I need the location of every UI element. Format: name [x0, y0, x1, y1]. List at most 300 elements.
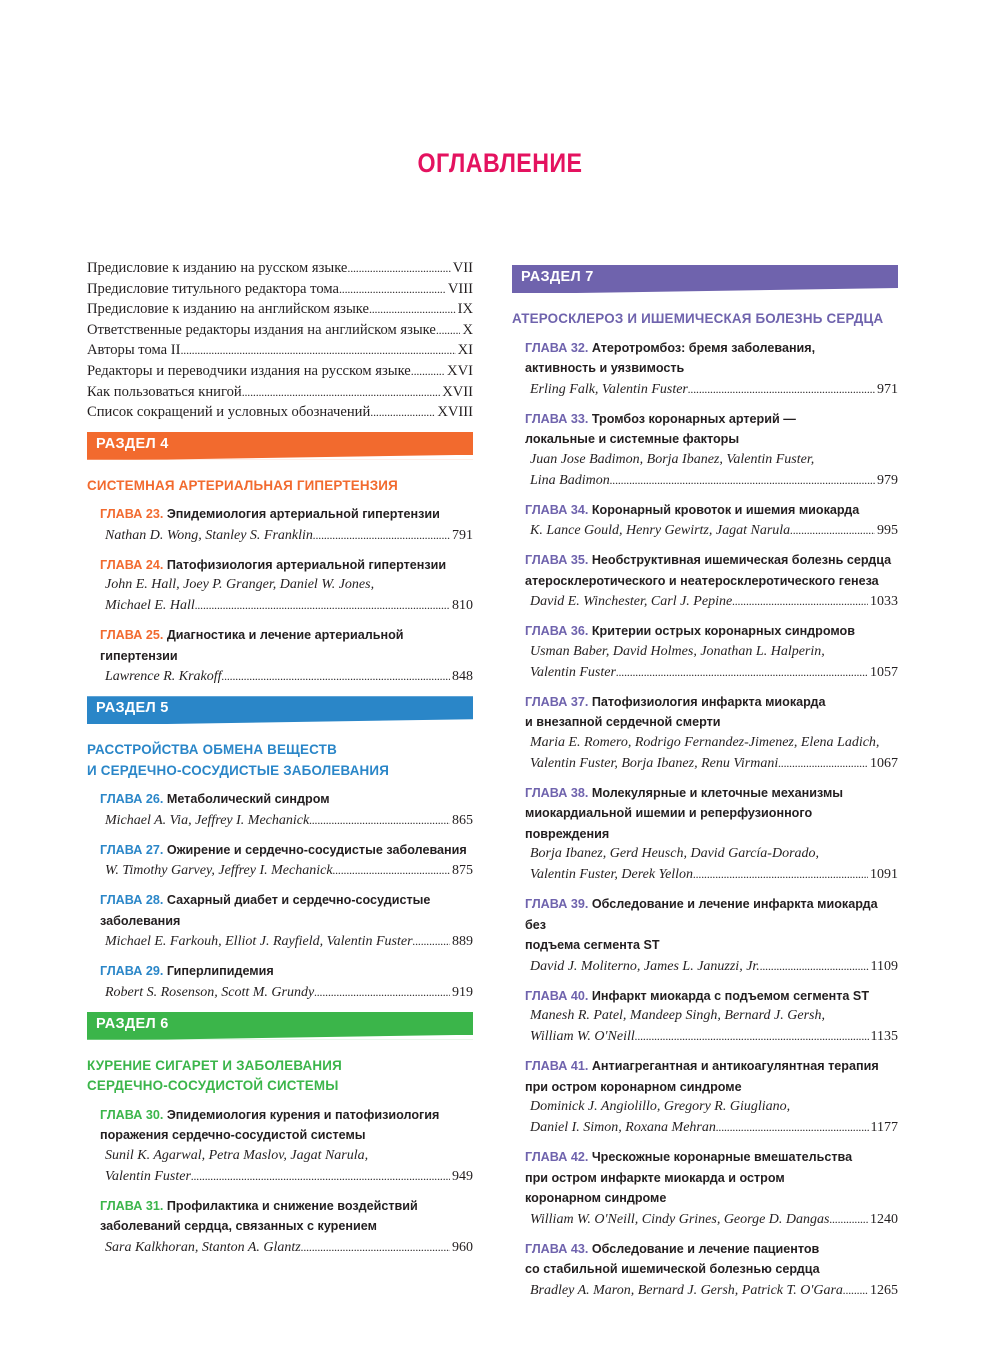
dot-leader	[191, 1166, 450, 1187]
left-sections	[87, 432, 473, 1258]
page-number: XVI	[447, 362, 473, 379]
entry-text: Lawrence R. Krakoff	[105, 669, 222, 685]
page-number: 1135	[870, 1029, 898, 1044]
chapter-authors	[105, 525, 473, 546]
chapter-page-line[interactable]	[105, 1237, 473, 1258]
chapter-number: ГЛАВА 27.	[100, 842, 164, 857]
chapter-heading	[525, 1239, 898, 1280]
chapter-title-line	[525, 1077, 898, 1098]
chapter-title: Коронарный кровоток и ишемия миокарда	[591, 502, 860, 517]
front-matter-list	[87, 258, 473, 423]
chapter-authors	[105, 810, 473, 831]
chapter-title: Инфаркт миокарда с подъемом сегмента ST	[591, 988, 870, 1003]
chapter-title-line	[525, 1147, 898, 1168]
chapter-heading	[525, 894, 898, 956]
chapter-heading	[100, 625, 473, 666]
chapter-title-line	[525, 338, 898, 359]
section-title-line: КУРЕНИЕ СИГАРЕТ И ЗАБОЛЕВАНИЯ	[87, 1057, 342, 1073]
dot-leader	[369, 299, 456, 320]
chapter-title-line	[525, 1188, 898, 1209]
entry-text: Ответственные редакторы издания на английском языке	[87, 321, 436, 338]
page-number: VIII	[447, 280, 473, 297]
page-number: 971	[877, 381, 898, 397]
chapter-authors	[530, 642, 898, 683]
dot-leader	[616, 662, 868, 683]
chapter-page-line[interactable]	[105, 931, 473, 952]
entry-text: William W. O'Neill, Cindy Grines, George D. Dangas	[530, 1211, 830, 1227]
chapter-title-line	[100, 625, 473, 666]
chapter-number: ГЛАВА 40.	[525, 988, 589, 1003]
dot-leader	[413, 931, 450, 952]
entry-text: Bradley A. Maron, Bernard J. Gersh, Patrick T. O'Gara	[530, 1282, 843, 1298]
page-number: XI	[457, 342, 473, 359]
page-number: 889	[452, 934, 473, 950]
chapter-authors	[105, 666, 473, 687]
page-number: 995	[877, 523, 898, 538]
entry-text: Авторы тома II	[87, 342, 181, 359]
chapter-title: Атеротромбоз: бремя заболевания,	[591, 340, 816, 355]
chapter-number: ГЛАВА 29.	[100, 964, 164, 979]
section-block	[512, 265, 898, 1301]
chapter-title-line	[525, 986, 898, 1007]
chapter-title-line	[525, 571, 898, 592]
author-line: John E. Hall, Joey P. Granger, Daniel W. Jones,	[105, 577, 375, 593]
chapter-title-line	[525, 935, 898, 956]
entry-text: Предисловие титульного редактора тома	[87, 280, 339, 297]
chapter-number: ГЛАВА 34.	[525, 502, 589, 517]
chapter-number: ГЛАВА 25.	[100, 628, 164, 643]
chapter-page-line[interactable]	[530, 470, 898, 491]
chapter-authors	[530, 591, 898, 612]
chapter-page-line[interactable]	[530, 520, 898, 541]
chapter-title: Гиперлипидемия	[166, 964, 274, 979]
chapter-number: ГЛАВА 24.	[100, 557, 164, 572]
chapter-heading	[525, 409, 898, 450]
chapter-title: со стабильной ишемической болезнью сердца	[525, 1262, 820, 1276]
page-title: ОГЛАВЛЕНИЕ	[417, 148, 583, 178]
dot-leader	[790, 520, 875, 541]
chapter-page-line[interactable]	[530, 1026, 898, 1047]
page-number: 1177	[870, 1120, 898, 1135]
chapter-title: при остром инфаркте миокарда и остром	[525, 1170, 785, 1185]
chapter-title-line	[525, 1259, 898, 1280]
entry-text: Michael E. Hall	[105, 598, 195, 614]
chapter-page-line[interactable]	[530, 1280, 898, 1301]
chapter-heading	[100, 1105, 473, 1146]
chapter-title: Молекулярные и клеточные механизмы	[591, 785, 844, 800]
chapter-number: ГЛАВА 26.	[100, 792, 164, 807]
front-matter-item[interactable]	[87, 299, 473, 320]
chapter-entry[interactable]	[525, 692, 898, 774]
chapter-entry[interactable]	[525, 1147, 898, 1230]
chapter-title-line	[100, 961, 473, 982]
chapter-number: ГЛАВА 30.	[100, 1107, 164, 1122]
chapter-entry[interactable]	[525, 986, 898, 1048]
chapter-page-line[interactable]	[530, 1117, 898, 1138]
chapter-heading	[525, 1056, 898, 1097]
chapter-entry[interactable]	[525, 338, 898, 400]
dot-leader	[635, 1026, 869, 1047]
dot-leader	[411, 361, 445, 382]
entry-text: K. Lance Gould, Henry Gewirtz, Jagat Narula	[530, 523, 791, 538]
chapter-title: активность и уязвимость	[525, 361, 685, 375]
chapter-number: ГЛАВА 36.	[525, 624, 589, 638]
chapter-entry[interactable]	[525, 1239, 898, 1301]
section-label: РАЗДЕЛ 4	[96, 435, 169, 452]
dot-leader	[333, 860, 450, 881]
chapter-title-line	[100, 911, 473, 932]
chapter-heading	[525, 338, 898, 379]
chapter-entry[interactable]	[525, 500, 898, 542]
front-matter-item[interactable]	[87, 258, 473, 279]
chapter-authors	[530, 379, 898, 400]
chapter-number: ГЛАВА 32.	[525, 340, 589, 355]
section-label: РАЗДЕЛ 7	[521, 269, 594, 285]
chapter-entry[interactable]	[525, 550, 898, 612]
page-number: 1109	[870, 958, 898, 974]
chapter-heading	[100, 890, 473, 931]
front-matter-item[interactable]	[87, 279, 473, 300]
dot-leader	[778, 753, 868, 774]
dot-leader	[760, 956, 869, 977]
right-sections	[512, 265, 898, 1301]
chapter-entry[interactable]	[100, 789, 473, 831]
chapter-number: ГЛАВА 31.	[100, 1198, 164, 1213]
author-line: Dominick J. Angiolillo, Gregory R. Giugliano,	[530, 1099, 791, 1114]
dot-leader	[313, 525, 450, 546]
section-title-line: АТЕРОСКЛЕРОЗ И ИШЕМИЧЕСКАЯ БОЛЕЗНЬ СЕРДЦА	[512, 311, 884, 326]
chapter-title-line	[100, 840, 473, 861]
chapter-authors	[530, 844, 898, 885]
chapter-title-line	[525, 358, 898, 379]
section-title-line: СЕРДЕЧНО-СОСУДИСТОЙ СИСТЕМЫ	[87, 1078, 339, 1094]
chapter-title-line	[525, 409, 898, 430]
section-label: РАЗДЕЛ 5	[96, 700, 169, 717]
chapter-number: ГЛАВА 39.	[525, 897, 589, 911]
chapter-heading	[525, 621, 898, 642]
dot-leader	[347, 258, 450, 279]
chapter-page-line[interactable]	[105, 860, 473, 881]
chapter-title: и внезапной сердечной смерти	[525, 715, 721, 729]
chapter-page-line[interactable]	[530, 864, 898, 885]
chapter-entry[interactable]	[100, 504, 473, 546]
entry-text: Список сокращений и условных обозначений	[87, 404, 371, 421]
entry-text: Предисловие к изданию на русском языке	[87, 260, 348, 276]
section-band	[512, 265, 898, 293]
chapter-title: Эпидемиология курения и патофизиология	[166, 1107, 440, 1122]
toc-right-column	[512, 265, 898, 1310]
chapter-number: ГЛАВА 43.	[525, 1241, 589, 1256]
toc-left-column	[87, 258, 473, 1267]
dot-leader	[688, 379, 875, 400]
page-number: XVIII	[437, 404, 473, 421]
entry-text: Daniel I. Simon, Roxana Mehran	[530, 1120, 716, 1135]
entry-text: W. Timothy Garvey, Jeffrey I. Mechanick	[105, 863, 333, 879]
entry-text: Lina Badimon	[530, 472, 610, 488]
chapter-entry[interactable]	[525, 621, 898, 683]
dot-leader	[195, 595, 450, 616]
chapter-title: заболевания	[100, 913, 181, 928]
chapter-title-line	[525, 1168, 898, 1189]
front-matter-item[interactable]	[87, 382, 473, 403]
chapter-entry[interactable]	[100, 840, 473, 882]
dot-leader	[339, 279, 446, 300]
section-title-line: РАССТРОЙСТВА ОБМЕНА ВЕЩЕСТВ	[87, 742, 337, 758]
chapter-title-line	[525, 550, 898, 571]
chapter-title: подъема сегмента ST	[525, 938, 660, 952]
page-number: 1057	[870, 664, 898, 680]
chapter-number: ГЛАВА 37.	[525, 694, 589, 709]
chapter-title: Патофизиология артериальной гипертензии	[166, 557, 447, 572]
chapter-heading	[525, 783, 898, 845]
chapter-heading	[100, 789, 473, 810]
entry-text: Как пользоваться книгой	[87, 383, 242, 400]
dot-leader	[843, 1280, 868, 1301]
page-number: 979	[877, 472, 898, 488]
chapter-number: ГЛАВА 28.	[100, 893, 164, 908]
chapter-title: поражения сердечно-сосудистой системы	[100, 1128, 366, 1143]
entry-text: Erling Falk, Valentin Fuster	[530, 381, 688, 397]
chapter-title: Обследование и лечение инфаркта миокарда без	[525, 897, 878, 932]
chapter-number: ГЛАВА 41.	[525, 1059, 589, 1073]
dot-leader	[370, 402, 435, 423]
section-title-line: СИСТЕМНАЯ АРТЕРИАЛЬНАЯ ГИПЕРТЕНЗИЯ	[87, 477, 398, 493]
chapter-entry[interactable]	[100, 1196, 473, 1258]
chapter-title: Патофизиология инфаркта миокарда	[591, 694, 826, 709]
entry-text: David J. Moliterno, James L. Januzzi, Jr.	[530, 958, 760, 974]
chapter-title: коронарном синдроме	[525, 1191, 667, 1205]
chapter-page-line[interactable]	[105, 595, 473, 616]
chapter-page-line[interactable]	[105, 525, 473, 546]
section-band	[87, 696, 473, 724]
chapter-entry[interactable]	[100, 890, 473, 952]
entry-text: Nathan D. Wong, Stanley S. Franklin	[105, 527, 313, 543]
chapter-number: ГЛАВА 38.	[525, 785, 589, 800]
chapter-title-line	[100, 890, 473, 911]
page-number: 1265	[870, 1282, 898, 1298]
chapter-title: Ожирение и сердечно-сосудистые заболевания	[166, 842, 467, 857]
chapter-authors	[530, 450, 898, 491]
dot-leader	[610, 470, 875, 491]
entry-text: Robert S. Rosenson, Scott M. Grundy	[105, 984, 315, 1000]
chapter-authors	[530, 1280, 898, 1301]
chapter-title-line	[100, 1105, 473, 1126]
chapter-title-line	[525, 621, 898, 642]
page-number: 1067	[870, 755, 898, 771]
chapter-page-line[interactable]	[105, 810, 473, 831]
chapter-title: заболеваний сердца, связанных с курением	[100, 1219, 377, 1234]
chapter-title: Критерии острых коронарных синдромов	[591, 624, 855, 638]
chapter-entry[interactable]	[525, 783, 898, 886]
chapter-heading	[100, 1196, 473, 1237]
chapter-heading	[100, 555, 473, 576]
dot-leader	[222, 666, 450, 687]
chapter-title-line	[100, 555, 473, 576]
section-title-line: И СЕРДЕЧНО-СОСУДИСТЫЕ ЗАБОЛЕВАНИЯ	[87, 762, 390, 778]
page-number: 848	[452, 669, 473, 685]
chapter-page-line[interactable]	[105, 982, 473, 1003]
chapter-title: Метаболический синдром	[166, 792, 330, 807]
entry-text: William W. O'Neill	[530, 1029, 635, 1044]
chapter-page-line[interactable]	[530, 662, 898, 683]
section-block	[87, 1012, 473, 1258]
chapter-entry[interactable]	[525, 894, 898, 977]
chapter-page-line[interactable]	[530, 591, 898, 612]
chapter-number: ГЛАВА 42.	[525, 1150, 589, 1164]
front-matter-item[interactable]	[87, 320, 473, 341]
chapter-title-line	[525, 803, 898, 844]
chapter-authors	[530, 1006, 898, 1047]
chapter-authors	[530, 520, 898, 541]
chapter-title: Тромбоз коронарных артерий —	[591, 411, 796, 426]
dot-leader	[309, 810, 450, 831]
section-title	[87, 740, 473, 781]
chapter-title-line	[525, 783, 898, 804]
chapter-title: Диагностика и лечение артериальной гипертензии	[100, 628, 404, 663]
chapter-title: при остром коронарном синдроме	[525, 1079, 742, 1094]
section-title	[87, 1056, 473, 1097]
author-line: Usman Baber, David Holmes, Jonathan L. Halperin,	[530, 643, 825, 659]
chapter-page-line[interactable]	[530, 379, 898, 400]
entry-text: Michael E. Farkouh, Elliot J. Rayfield, Valentin Fuster	[105, 934, 413, 950]
chapter-number: ГЛАВА 33.	[525, 411, 589, 426]
dot-leader	[732, 591, 868, 612]
dot-leader	[716, 1117, 869, 1138]
page-number: 1091	[870, 867, 898, 882]
chapter-title-line	[525, 1239, 898, 1260]
chapter-title-line	[100, 789, 473, 810]
chapter-authors	[530, 733, 898, 774]
entry-text: David E. Winchester, Carl J. Pepine	[530, 594, 733, 609]
chapter-title: Антиагрегантная и антикоагулянтная терапия	[591, 1059, 879, 1073]
chapter-authors	[105, 1237, 473, 1258]
section-title	[87, 476, 473, 497]
page-number: 865	[452, 812, 473, 828]
chapter-entry[interactable]	[100, 555, 473, 617]
dot-leader	[301, 1237, 450, 1258]
chapter-page-line[interactable]	[530, 956, 898, 977]
chapter-heading	[525, 986, 898, 1007]
chapter-number: ГЛАВА 35.	[525, 553, 589, 567]
chapter-authors	[105, 931, 473, 952]
author-line: Manesh R. Patel, Mandeep Singh, Bernard J. Gersh,	[530, 1008, 825, 1023]
chapter-authors	[530, 1097, 898, 1138]
page-number: VII	[452, 260, 473, 276]
dot-leader	[436, 320, 461, 341]
section-block	[87, 696, 473, 1003]
dot-leader	[180, 340, 455, 361]
chapter-title-line	[525, 1056, 898, 1077]
chapter-heading	[100, 840, 473, 861]
chapter-title-line	[100, 504, 473, 525]
chapter-entry[interactable]	[100, 961, 473, 1003]
chapter-authors	[530, 1209, 898, 1230]
chapter-number: ГЛАВА 23.	[100, 507, 164, 522]
chapter-heading	[525, 692, 898, 733]
chapter-entry[interactable]	[525, 1056, 898, 1138]
chapter-title-line	[525, 712, 898, 733]
section-block	[87, 432, 473, 688]
page-number: 1033	[870, 594, 898, 609]
chapter-title: Сахарный диабет и сердечно-сосудистые	[166, 893, 431, 908]
page-number: 791	[452, 527, 473, 543]
section-label: РАЗДЕЛ 6	[96, 1015, 169, 1032]
chapter-entry[interactable]	[525, 409, 898, 491]
entry-text: Valentin Fuster, Borja Ibanez, Renu Virmani	[530, 755, 779, 771]
page-number: X	[462, 321, 473, 338]
chapter-title: атеросклеротического и неатеросклеротического генеза	[525, 573, 879, 588]
entry-text: Valentin Fuster	[105, 1168, 191, 1184]
chapter-heading	[100, 504, 473, 525]
chapter-title-line	[525, 894, 898, 935]
page-number: 960	[452, 1239, 473, 1255]
front-matter-item[interactable]	[87, 361, 473, 382]
dot-leader	[829, 1209, 868, 1230]
chapter-heading	[525, 1147, 898, 1209]
chapter-entry[interactable]	[100, 1105, 473, 1187]
author-line: Maria E. Romero, Rodrigo Fernandez-Jimenez, Elena Ladich,	[530, 734, 880, 750]
page-number: 1240	[870, 1211, 898, 1227]
chapter-authors	[105, 982, 473, 1003]
entry-text: Valentin Fuster	[530, 664, 616, 680]
chapter-title: миокардиальной ишемии и реперфузионного повреждения	[525, 806, 813, 841]
page-number: 949	[452, 1168, 473, 1184]
chapter-authors	[105, 575, 473, 616]
entry-text: Michael A. Via, Jeffrey I. Mechanick	[105, 812, 310, 828]
page-number: 919	[452, 984, 473, 1000]
page-number: XVII	[442, 383, 473, 400]
chapter-heading	[525, 550, 898, 591]
chapter-page-line[interactable]	[105, 666, 473, 687]
chapter-page-line[interactable]	[105, 1166, 473, 1187]
chapter-title: Эпидемиология артериальной гипертензии	[166, 507, 440, 522]
page-number: 810	[452, 598, 473, 614]
dot-leader	[693, 864, 868, 885]
chapter-title: локальные и системные факторы	[525, 432, 740, 446]
page-number: 875	[452, 863, 473, 879]
chapter-title: Чрескожные коронарные вмешательства	[591, 1150, 853, 1164]
dot-leader	[314, 982, 450, 1003]
front-matter-item[interactable]	[87, 402, 473, 423]
chapter-title: Профилактика и снижение воздействий	[166, 1198, 418, 1213]
chapter-authors	[530, 956, 898, 977]
chapter-authors	[105, 860, 473, 881]
author-line: Sunil K. Agarwal, Petra Maslov, Jagat Narula,	[105, 1147, 369, 1163]
chapter-authors	[105, 1146, 473, 1187]
author-line: Juan Jose Badimon, Borja Ibanez, Valentin Fuster,	[530, 451, 815, 467]
entry-text: Sara Kalkhoran, Stanton A. Glantz	[105, 1239, 301, 1255]
chapter-title-line	[525, 500, 898, 521]
chapter-heading	[525, 500, 898, 521]
author-line: Borja Ibanez, Gerd Heusch, David García-Dorado,	[530, 846, 820, 861]
chapter-title-line	[100, 1125, 473, 1146]
section-band	[87, 1012, 473, 1040]
chapter-page-line[interactable]	[530, 1209, 898, 1230]
chapter-title-line	[525, 692, 898, 713]
chapter-heading	[100, 961, 473, 982]
section-band	[87, 432, 473, 460]
chapter-title-line	[100, 1216, 473, 1237]
section-title	[512, 309, 898, 330]
chapter-title: Обследование и лечение пациентов	[591, 1241, 820, 1256]
dot-leader	[242, 382, 440, 403]
chapter-page-line[interactable]	[530, 753, 898, 774]
entry-text: Предисловие к изданию на английском языке	[87, 301, 369, 318]
chapter-title: Необструктивная ишемическая болезнь сердца	[591, 553, 892, 567]
front-matter-item[interactable]	[87, 340, 473, 361]
entry-text: Редакторы и переводчики издания на русском языке	[87, 362, 411, 379]
chapter-entry[interactable]	[100, 625, 473, 687]
